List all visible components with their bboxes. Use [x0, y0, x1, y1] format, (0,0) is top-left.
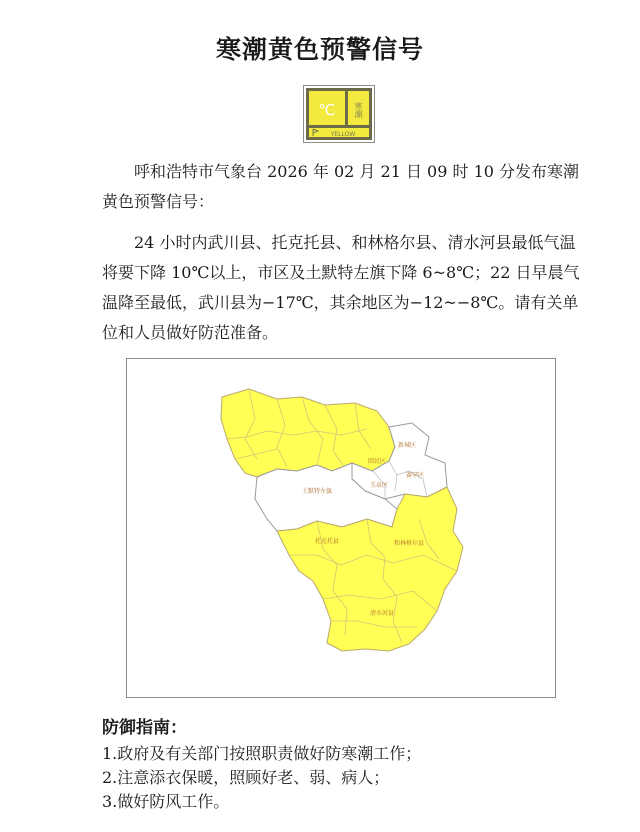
guide-item: 1.政府及有关部门按照职责做好防寒潮工作；	[102, 744, 422, 763]
label-qingshuihe: 清水河县	[369, 610, 395, 617]
warning-content-paragraph: 24 小时内武川县、托克托县、和林格尔县、清水河县最低气温将要下降 10℃以上，市区及土默特左旗下降 6~8℃；22 日早晨气温降至最低，武川县为−17℃，其余地区为−12~−8℃。请有关单位和人员做好防范准备。	[102, 233, 580, 342]
warning-area-map	[126, 358, 556, 698]
guide-heading: 防御指南：	[102, 718, 187, 738]
label-huimin: 回民区	[367, 458, 387, 465]
badge-bottom-text: YELLOW	[330, 131, 356, 138]
label-tuoketuo: 托克托县	[314, 538, 340, 545]
label-yuquan: 玉泉区	[369, 482, 389, 489]
label-xincheng: 新城区	[397, 442, 417, 449]
issuance-paragraph: 呼和浩特市气象台 2026 年 02 月 21 日 09 时 10 分发布寒潮黄色预警信号：	[102, 162, 580, 211]
guide-item: 2.注意添衣保暖，照顾好老、弱、病人；	[102, 768, 390, 787]
guide-item: 3.做好防风工作。	[102, 792, 230, 811]
label-saihan: 赛罕区	[405, 472, 425, 479]
label-tumote: 土默特左旗	[301, 488, 333, 495]
badge-side-text: 寒潮	[354, 102, 363, 118]
cold-wave-yellow-warning-icon	[303, 85, 375, 143]
guide-list	[102, 742, 421, 814]
page-title: 寒潮黄色预警信号	[215, 35, 424, 64]
label-helin: 和林格尔县	[393, 540, 425, 547]
celsius-symbol: ℃	[318, 101, 336, 119]
